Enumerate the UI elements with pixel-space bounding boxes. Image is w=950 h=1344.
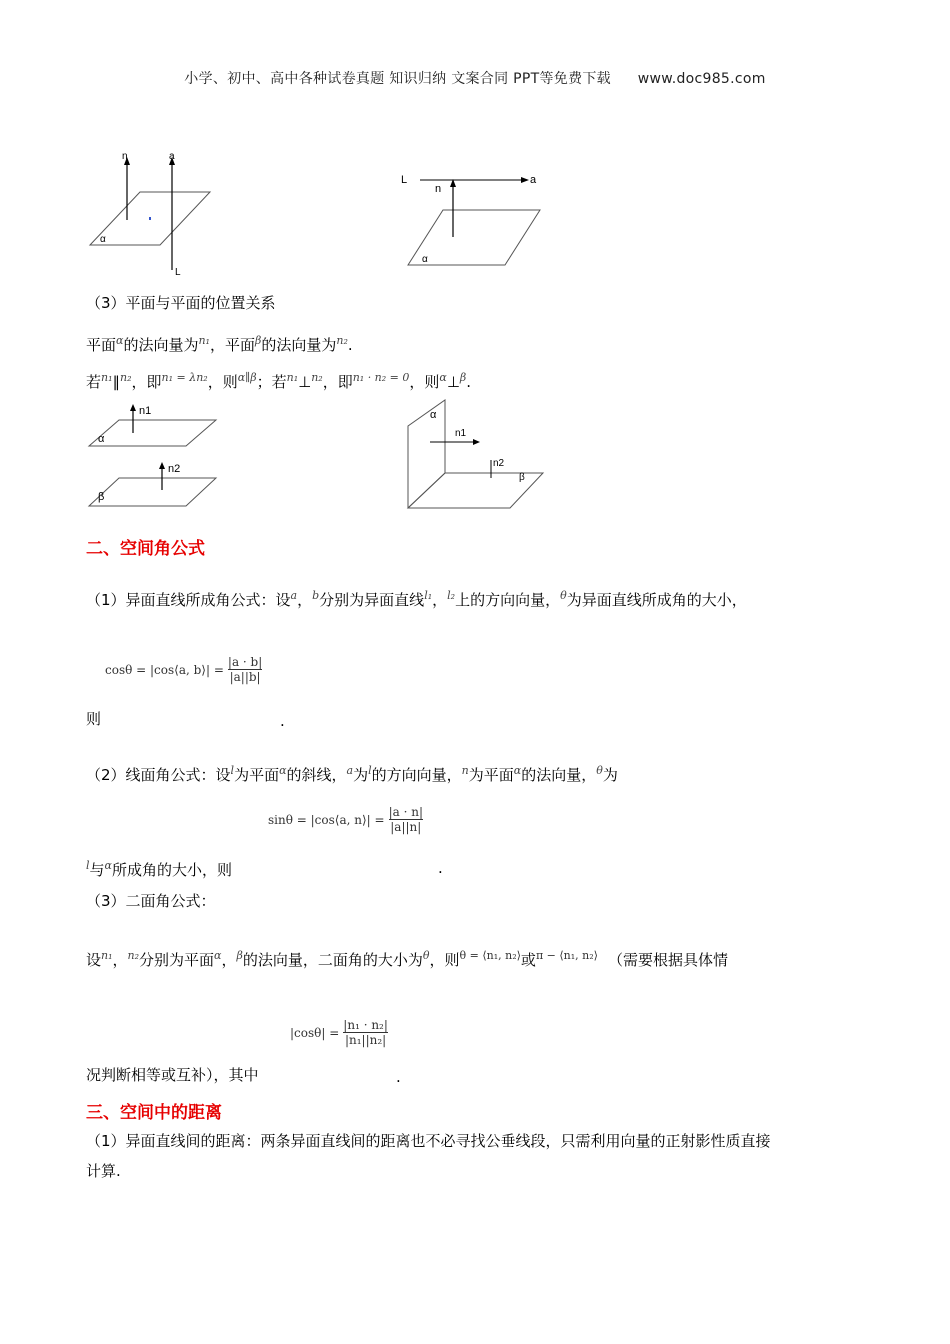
fig3-beta-label: β [98, 491, 105, 503]
planes-relation-title: （3）平面与平面的位置关系 [86, 294, 276, 312]
fig2-n-label: n [435, 183, 442, 195]
line-plane-angle-text: （2）线面角公式：设$^l$为平面$^\alpha$的斜线，$^a$为$^l$的方向向量，$^n$为平面$^\alpha$的法向量，$^\theta$为 [86, 764, 618, 784]
fig1-alpha-label: α [100, 234, 106, 245]
skew-lines-angle-text: （1）异面直线所成角公式：设$^a$，$^b$分别为异面直线$^{l_1}$，$^{l_2}$上的方向向量，$^\theta$为异面直线所成角的大小， [86, 589, 747, 609]
skew-distance-text-2: 计算. [86, 1162, 121, 1180]
figure-line-parallel-normal [85, 145, 215, 280]
line-plane-angle-text-2: $^l$与$^\alpha$所成角的大小，则 [86, 859, 232, 879]
fig4-n2-label: n2 [493, 458, 505, 469]
fig3-n1-label: n1 [139, 405, 152, 417]
formula-dihedral: |cosθ| = $\frac{\text{|n₁ · n₂|}}{\text{|n₁||n₂|}}$ [290, 1018, 388, 1047]
skew-distance-text-1: （1）异面直线间的距离：两条异面直线间的距离也不必寻找公垂线段，只需利用向量的正射影性质直接 [86, 1132, 771, 1150]
fig2-a-label: a [530, 174, 537, 186]
fig4-beta-label: β [519, 472, 525, 483]
figure-parallel-planes [86, 398, 221, 513]
section-title-angles: 二、空间角公式 [86, 539, 205, 559]
header-url: www.doc985.com [637, 71, 766, 87]
fig3-n2-label: n2 [168, 463, 181, 475]
fig3-alpha-label: α [98, 433, 105, 445]
figure-line-perpendicular-normal [395, 165, 550, 270]
dihedral-text-2: 况判断相等或互补），其中 [86, 1066, 259, 1084]
formula-line-plane: sinθ = |cos⟨a, n⟩| = $\frac{|a \cdot n|}{|a||n|}$ [268, 805, 423, 834]
fig4-n1-label: n1 [455, 428, 467, 439]
page-header [0, 68, 950, 88]
fig4-alpha-label: α [430, 409, 437, 421]
dihedral-text: 设$^{n_1}$，$^{n_2}$分别为平面$^\alpha$，$^\beta$的法向量，二面角的大小为$^\theta$，则$^{\theta = ⟨n_1, n_2⟩}$或$^{\pi - ⟨n_1, n_2⟩}$ （需要根据具体情 [86, 949, 728, 969]
fig2-L-label: L [401, 174, 408, 186]
header-text: 小学、初中、高中各种试卷真题 知识归纳 文案合同 PPT等免费下载 [184, 71, 611, 87]
planes-normal-line: 平面$^\alpha$的法向量为$^{n_1}$，平面$^\beta$的法向量为$^{n_2}$. [86, 334, 353, 354]
fig1-a-label: a [169, 151, 175, 162]
planes-condition-line: 若$^{n_1}$∥$^{n_2}$，即$^{n_1 = \lambda n_2}$，则$^{\alpha\parallel\beta}$；若$^{n_1}$⊥$^{n_2}$，即$^{n_1 \cdot n_2 = 0}$，则$^\alpha$⊥$^\beta$. [86, 371, 472, 391]
formula-skew-lines: cosθ = |cos⟨a, b⟩| = $\frac{|a \cdot b|}{|a||b|}$ [105, 655, 263, 684]
figure-perpendicular-planes [405, 398, 545, 513]
fig2-alpha-label: α [422, 254, 428, 265]
dihedral-title: （3）二面角公式： [86, 892, 216, 910]
fig1-n-label: n [122, 151, 128, 162]
fig1-L-label: L [175, 267, 181, 278]
section-title-distance: 三、空间中的距离 [86, 1103, 222, 1123]
skew-lines-then: 则 [86, 710, 102, 728]
